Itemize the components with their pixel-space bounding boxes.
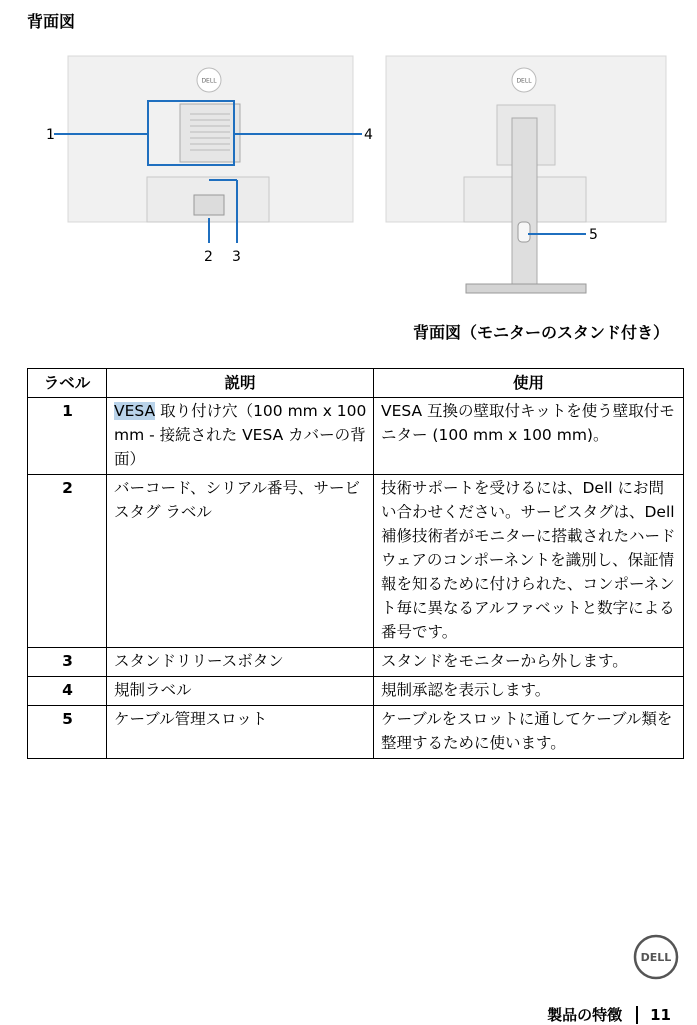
row-label: 1 bbox=[28, 398, 107, 475]
callout-3: 3 bbox=[232, 249, 241, 265]
row-description bbox=[107, 398, 374, 475]
figure-caption: 背面図（モニターのスタンド付き） bbox=[412, 323, 669, 342]
row-description-text: 取り付け穴（100 mm x 100 mm - 接続された VESA カバーの背面） bbox=[114, 402, 367, 468]
row-description: ケーブル管理スロット bbox=[107, 706, 374, 759]
header-description: 説明 bbox=[107, 369, 374, 398]
page-number: 11 bbox=[650, 1005, 671, 1024]
table-header-row bbox=[28, 369, 684, 398]
monitor-logo: DELL bbox=[201, 77, 217, 85]
section-title: 背面図 bbox=[27, 12, 76, 31]
table-row bbox=[28, 398, 684, 475]
highlighted-text: VESA bbox=[114, 402, 156, 420]
footer-section-name: 製品の特徴 bbox=[547, 1006, 623, 1024]
row-description: スタンドリリースボタン bbox=[107, 648, 374, 677]
table-row bbox=[28, 706, 684, 759]
callout-4: 4 bbox=[364, 127, 373, 143]
header-label: ラベル bbox=[28, 369, 107, 398]
header-usage: 使用 bbox=[374, 369, 684, 398]
row-description: 規制ラベル bbox=[107, 677, 374, 706]
monitor-rear-figure bbox=[44, 50, 374, 270]
dell-logo-icon bbox=[632, 933, 680, 981]
row-usage: 技術サポートを受けるには、Dell にお問い合わせください。サービスタグは、Dell 補修技術者がモニターに搭載されたハードウェアのコンポーネントを識別し、保証情報を知るために付けられた、コンポーネント毎に異なるアルファベットと数字による番号です。 bbox=[374, 475, 684, 648]
row-label: 4 bbox=[28, 677, 107, 706]
callout-2: 2 bbox=[204, 249, 213, 265]
row-usage: 規制承認を表示します。 bbox=[374, 677, 684, 706]
row-usage: スタンドをモニターから外します。 bbox=[374, 648, 684, 677]
page-footer bbox=[547, 1004, 671, 1025]
row-label: 2 bbox=[28, 475, 107, 648]
features-table bbox=[27, 368, 684, 759]
table-row bbox=[28, 677, 684, 706]
row-label: 5 bbox=[28, 706, 107, 759]
monitor-logo: DELL bbox=[516, 77, 532, 85]
table-row bbox=[28, 475, 684, 648]
row-label: 3 bbox=[28, 648, 107, 677]
callout-1: 1 bbox=[46, 127, 55, 143]
callout-5: 5 bbox=[589, 227, 598, 243]
footer-divider bbox=[636, 1006, 638, 1024]
dell-logo-text: DELL bbox=[640, 951, 672, 964]
row-usage: ケーブルをスロットに通してケーブル類を整理するために使います。 bbox=[374, 706, 684, 759]
row-description: バーコード、シリアル番号、サービスタグ ラベル bbox=[107, 475, 374, 648]
table-row bbox=[28, 648, 684, 677]
monitor-with-stand-figure bbox=[384, 50, 674, 300]
row-usage: VESA 互換の壁取付キットを使う壁取付モニター (100 mm x 100 mm)。 bbox=[374, 398, 684, 475]
